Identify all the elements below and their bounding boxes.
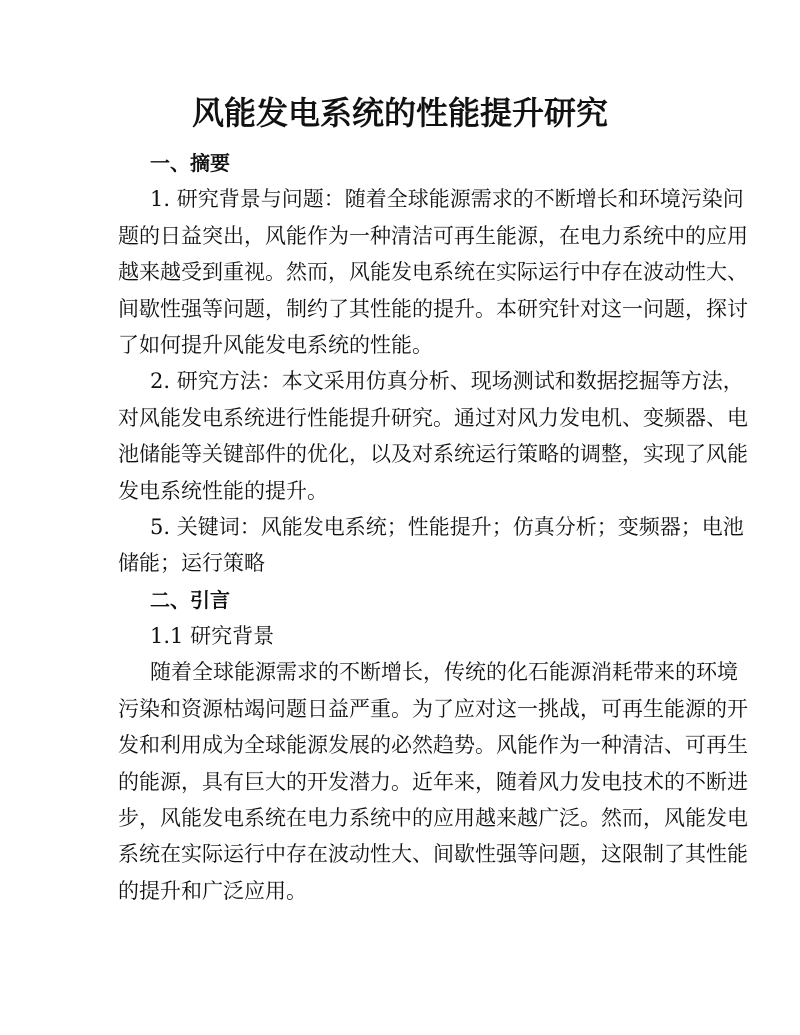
text-line: 储能；运行策略 (118, 551, 265, 576)
text-line: 池储能等关键部件的优化，以及对系统运行策略的调整，实现了风能 (118, 442, 748, 467)
text-line: 题的日益突出，风能作为一种清洁可再生能源，在电力系统中的应用 (118, 223, 748, 248)
section-heading-introduction: 二、引言 (150, 587, 230, 612)
subsection-heading-background: 1.1 研究背景 (150, 624, 275, 649)
text-line: 步，风能发电系统在电力系统中的应用越来越广泛。然而，风能发电 (118, 806, 748, 831)
text-line: 2. 研究方法：本文采用仿真分析、现场测试和数据挖掘等方法， (150, 369, 744, 394)
text-line: 的能源，具有巨大的开发潜力。近年来，随着风力发电技术的不断进 (118, 769, 748, 794)
document-body (118, 145, 748, 909)
text-line: 随着全球能源需求的不断增长，传统的化石能源消耗带来的环境 (150, 660, 738, 685)
text-line: 5. 关键词：风能发电系统；性能提升；仿真分析；变频器；电池 (150, 514, 744, 539)
paragraph-introduction (118, 654, 748, 909)
text-line: 系统在实际运行中存在波动性大、间歇性强等问题，这限制了其性能 (118, 842, 748, 867)
document-title: 风能发电系统的性能提升研究 (191, 94, 608, 132)
text-line: 污染和资源枯竭问题日益严重。为了应对这一挑战，可再生能源的开 (118, 696, 748, 721)
text-line: 间歇性强等问题，制约了其性能的提升。本研究针对这一问题，探讨 (118, 296, 748, 321)
paragraph-keywords (118, 509, 744, 582)
text-line: 发电系统性能的提升。 (118, 478, 328, 503)
text-line: 的提升和广泛应用。 (118, 878, 307, 903)
text-line: 发和利用成为全球能源发展的必然趋势。风能作为一种清洁、可再生 (118, 733, 748, 758)
paragraph-methods (118, 363, 748, 509)
text-line: 1. 研究背景与问题：随着全球能源需求的不断增长和环境污染问 (150, 187, 744, 212)
section-heading-abstract: 一、摘要 (150, 151, 230, 175)
text-line: 越来越受到重视。然而，风能发电系统在实际运行中存在波动性大、 (118, 260, 748, 285)
paragraph-background (118, 181, 748, 363)
text-line: 对风能发电系统进行性能提升研究。通过对风力发电机、变频器、电 (118, 405, 748, 430)
text-line: 了如何提升风能发电系统的性能。 (118, 332, 433, 357)
